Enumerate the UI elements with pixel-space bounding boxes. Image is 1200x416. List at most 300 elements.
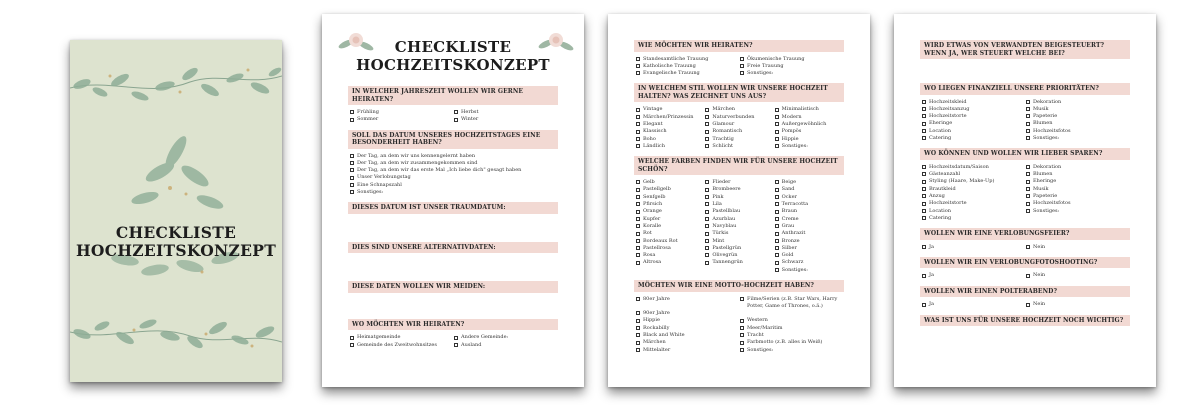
checkbox[interactable] <box>350 336 354 340</box>
checkbox[interactable] <box>636 137 640 141</box>
checklist-option[interactable] <box>636 186 705 193</box>
checkbox[interactable] <box>775 224 779 228</box>
option-label: Gold <box>781 252 794 259</box>
checkbox[interactable] <box>636 333 640 337</box>
checklist-option[interactable] <box>740 317 844 324</box>
checkbox[interactable] <box>1026 194 1030 198</box>
checklist-option[interactable] <box>705 223 774 230</box>
checkbox[interactable] <box>705 202 709 206</box>
checkbox[interactable] <box>740 64 744 68</box>
checklist-option[interactable] <box>350 182 558 189</box>
options-list <box>920 244 1130 251</box>
checkbox[interactable] <box>636 188 640 192</box>
option-label: Märchen <box>712 106 736 113</box>
checkbox[interactable] <box>922 136 926 140</box>
option-label: Ausland <box>461 341 482 348</box>
checklist-option[interactable] <box>775 121 844 128</box>
checkbox[interactable] <box>1026 129 1030 133</box>
options-list <box>634 56 844 78</box>
checkbox[interactable] <box>705 122 709 126</box>
checklist-option[interactable] <box>705 208 774 215</box>
checkbox[interactable] <box>705 217 709 221</box>
checklist-option[interactable] <box>740 56 844 63</box>
checkbox[interactable] <box>775 261 779 265</box>
option-label: Anthrazit <box>781 230 806 237</box>
checklist-option[interactable] <box>740 296 844 311</box>
checkbox[interactable] <box>1026 136 1030 140</box>
checklist-option[interactable] <box>350 342 454 349</box>
checkbox[interactable] <box>705 188 709 192</box>
checklist-option[interactable] <box>740 63 844 70</box>
checklist-option[interactable] <box>705 186 774 193</box>
checkbox[interactable] <box>350 183 354 187</box>
checklist-option[interactable] <box>350 189 558 196</box>
checkbox[interactable] <box>705 130 709 134</box>
option-label: Pastellblau <box>712 208 741 215</box>
options-list <box>920 272 1130 279</box>
checkbox[interactable] <box>350 110 354 114</box>
checklist-option[interactable] <box>922 113 1026 120</box>
checkbox[interactable] <box>454 110 458 114</box>
checkbox[interactable] <box>636 108 640 112</box>
checklist-option[interactable] <box>350 153 558 160</box>
checkbox[interactable] <box>922 202 926 206</box>
checklist-option[interactable] <box>1026 106 1130 113</box>
option-label: Katholische Trauung <box>643 62 696 69</box>
checklist-option[interactable] <box>636 317 740 324</box>
checkbox[interactable] <box>350 190 354 194</box>
checklist-option[interactable] <box>1026 120 1130 127</box>
checklist-option[interactable] <box>1026 200 1130 207</box>
option-label: Rosa <box>643 252 656 259</box>
checklist-option[interactable] <box>705 245 774 252</box>
checklist-option[interactable] <box>636 230 705 237</box>
option-label: Papeterie <box>1033 113 1058 120</box>
option-label: Navyblau <box>712 222 737 229</box>
checklist-option[interactable] <box>775 136 844 143</box>
checklist-option[interactable] <box>705 194 774 201</box>
checklist-option[interactable] <box>350 167 558 174</box>
checklist-option[interactable] <box>1026 128 1130 135</box>
checkbox[interactable] <box>775 108 779 112</box>
checklist-option[interactable] <box>636 245 705 252</box>
checkbox[interactable] <box>350 168 354 172</box>
checkbox[interactable] <box>705 246 709 250</box>
checkbox[interactable] <box>636 202 640 206</box>
checkbox[interactable] <box>705 239 709 243</box>
checklist-option[interactable] <box>636 114 705 121</box>
checklist-option[interactable] <box>775 216 844 223</box>
checklist-option[interactable] <box>705 216 774 223</box>
writing-space[interactable] <box>920 63 1130 83</box>
options-list <box>634 106 844 150</box>
checkbox[interactable] <box>636 319 640 323</box>
checklist-option[interactable] <box>705 128 774 135</box>
option-label: Heimatgemeinde <box>357 334 401 341</box>
checkbox[interactable] <box>636 180 640 184</box>
checklist-option[interactable] <box>350 174 558 181</box>
section-heading: DIES SIND UNSERE ALTERNATIVDATEN: <box>348 242 558 254</box>
checkbox[interactable] <box>740 297 744 301</box>
option-label: Sonstiges: <box>781 142 808 149</box>
checklist-option[interactable] <box>1026 208 1130 215</box>
checklist-option[interactable] <box>922 99 1026 106</box>
checkbox[interactable] <box>922 303 926 307</box>
checklist-option[interactable] <box>740 339 844 346</box>
checkbox[interactable] <box>454 343 458 347</box>
option-label: Dekoration <box>1033 98 1062 105</box>
checkbox[interactable] <box>636 341 640 345</box>
checklist-option[interactable] <box>1026 301 1130 308</box>
writing-space[interactable] <box>348 257 558 281</box>
checklist-option[interactable] <box>775 208 844 215</box>
checkbox[interactable] <box>922 122 926 126</box>
checkbox[interactable] <box>775 115 779 119</box>
checklist-option[interactable] <box>775 238 844 245</box>
checkbox[interactable] <box>350 154 354 158</box>
checkbox[interactable] <box>636 297 640 301</box>
checkbox[interactable] <box>636 253 640 257</box>
checkbox[interactable] <box>922 274 926 278</box>
checklist-option[interactable] <box>1026 164 1130 171</box>
checkbox[interactable] <box>636 210 640 214</box>
checklist-option[interactable] <box>1026 99 1130 106</box>
option-label: Hochzeitsanzug <box>929 105 970 112</box>
checklist-option[interactable] <box>922 178 1026 185</box>
checkbox[interactable] <box>775 188 779 192</box>
checklist-option[interactable] <box>636 179 705 186</box>
checklist-option[interactable] <box>705 114 774 121</box>
checkbox[interactable] <box>740 319 744 323</box>
checklist-option[interactable] <box>775 179 844 186</box>
checklist-option[interactable] <box>1026 171 1130 178</box>
checkbox[interactable] <box>922 187 926 191</box>
option-label: Lila <box>712 201 722 208</box>
option-label: Rockabilly <box>643 324 670 331</box>
option-label: Bronze <box>781 237 800 244</box>
checkbox[interactable] <box>775 122 779 126</box>
checklist-option[interactable] <box>636 128 705 135</box>
checkbox[interactable] <box>740 71 744 75</box>
checkbox[interactable] <box>775 210 779 214</box>
checkbox[interactable] <box>705 232 709 236</box>
checkbox[interactable] <box>636 57 640 61</box>
checklist-option[interactable] <box>636 252 705 259</box>
writing-space[interactable] <box>348 297 558 319</box>
checkbox[interactable] <box>775 137 779 141</box>
checklist-option[interactable] <box>636 238 705 245</box>
foliage-top-illustration <box>70 48 282 128</box>
checklist-option[interactable] <box>350 116 454 123</box>
checkbox[interactable] <box>1026 165 1030 169</box>
checkbox[interactable] <box>705 224 709 228</box>
option-label: Schwarz <box>781 259 804 266</box>
checkbox[interactable] <box>922 100 926 104</box>
checklist-option[interactable] <box>636 208 705 215</box>
option-label: Tracht <box>747 332 764 339</box>
option-label: Sonstiges: <box>747 70 774 77</box>
checkbox[interactable] <box>1026 107 1030 111</box>
checkbox[interactable] <box>636 261 640 265</box>
checkbox[interactable] <box>1026 202 1030 206</box>
checklist-option[interactable] <box>454 116 558 123</box>
checkbox[interactable] <box>1026 209 1030 213</box>
page-title-line1: CHECKLISTE <box>394 38 512 56</box>
option-label: Trachtig <box>712 135 734 142</box>
section-heading: WIE MÖCHTEN WIR HEIRATEN? <box>634 40 844 52</box>
checklist-option[interactable] <box>922 200 1026 207</box>
checklist-option[interactable] <box>705 201 774 208</box>
checklist-option[interactable] <box>775 114 844 121</box>
checkbox[interactable] <box>922 209 926 213</box>
checklist-option[interactable] <box>636 259 705 266</box>
checklist-option[interactable] <box>705 230 774 237</box>
checkbox[interactable] <box>775 268 779 272</box>
checklist-option[interactable] <box>1026 193 1130 200</box>
checklist-option[interactable] <box>636 339 740 346</box>
checkbox[interactable] <box>636 239 640 243</box>
checklist-option[interactable] <box>775 186 844 193</box>
checklist-option[interactable] <box>350 334 454 341</box>
checkbox[interactable] <box>636 311 640 315</box>
checkbox[interactable] <box>1026 303 1030 307</box>
checkbox[interactable] <box>705 210 709 214</box>
option-label: Gästeanzahl <box>929 171 961 178</box>
option-label: Nein <box>1033 272 1046 279</box>
checklist-option[interactable] <box>922 301 1026 308</box>
checklist-option[interactable] <box>636 216 705 223</box>
checkbox[interactable] <box>1026 180 1030 184</box>
checkbox[interactable] <box>922 165 926 169</box>
checkbox[interactable] <box>775 246 779 250</box>
option-label: Gemeinde des Zweitwohnsitzes <box>357 341 437 348</box>
checklist-option[interactable] <box>705 106 774 113</box>
checkbox[interactable] <box>1026 122 1030 126</box>
checklist-option[interactable] <box>922 135 1026 142</box>
option-label: Nein <box>1033 243 1046 250</box>
checklist-option[interactable] <box>636 223 705 230</box>
checkbox[interactable] <box>775 180 779 184</box>
checklist-option[interactable] <box>705 121 774 128</box>
option-label: Freie Trauung <box>747 62 784 69</box>
option-label: Ja <box>929 272 934 279</box>
checkbox[interactable] <box>740 348 744 352</box>
checkbox[interactable] <box>705 115 709 119</box>
section-heading: WELCHE FARBEN FINDEN WIR FÜR UNSERE HOCHZEIT SCHÖN? <box>634 156 844 175</box>
checkbox[interactable] <box>705 108 709 112</box>
checklist-option[interactable] <box>922 186 1026 193</box>
option-label: Pink <box>712 193 724 200</box>
checkbox[interactable] <box>350 161 354 165</box>
option-label: Mint <box>712 237 725 244</box>
checklist-option[interactable] <box>636 143 705 150</box>
checklist-option[interactable] <box>775 106 844 113</box>
checklist-option[interactable] <box>922 272 1026 279</box>
checklist-option[interactable] <box>740 325 844 332</box>
checkbox[interactable] <box>922 216 926 220</box>
checkbox[interactable] <box>775 217 779 221</box>
option-label: Farbmotto (z.B. alles in Weiß) <box>747 339 823 346</box>
checkbox[interactable] <box>454 336 458 340</box>
checkbox[interactable] <box>1026 245 1030 249</box>
checkbox[interactable] <box>1026 100 1030 104</box>
checklist-option[interactable] <box>705 136 774 143</box>
checkbox[interactable] <box>775 195 779 199</box>
checklist-option[interactable] <box>775 267 844 274</box>
checklist-option[interactable] <box>740 347 844 354</box>
checkbox[interactable] <box>636 326 640 330</box>
checkbox[interactable] <box>775 130 779 134</box>
checklist-option[interactable] <box>1026 113 1130 120</box>
checklist-option[interactable] <box>775 230 844 237</box>
section-heading: WOLLEN WIR EIN VERLOBUNGFOTOSHOOTING? <box>920 257 1130 269</box>
option-label: Orange <box>643 208 662 215</box>
option-label: Brautkleid <box>929 185 956 192</box>
checkbox[interactable] <box>775 232 779 236</box>
checkbox[interactable] <box>636 71 640 75</box>
checkbox[interactable] <box>705 253 709 257</box>
checkbox[interactable] <box>350 343 354 347</box>
checkbox[interactable] <box>636 217 640 221</box>
checkbox[interactable] <box>636 246 640 250</box>
checklist-option[interactable] <box>1026 244 1130 251</box>
checklist-option[interactable] <box>636 121 705 128</box>
checkbox[interactable] <box>922 129 926 133</box>
checklist-option[interactable] <box>922 120 1026 127</box>
checkbox[interactable] <box>775 144 779 148</box>
checklist-option[interactable] <box>350 160 558 167</box>
checklist-option[interactable] <box>922 193 1026 200</box>
checklist-option[interactable] <box>1026 186 1130 193</box>
checkbox[interactable] <box>740 326 744 330</box>
checkbox[interactable] <box>636 144 640 148</box>
checkbox[interactable] <box>740 57 744 61</box>
checkbox[interactable] <box>922 114 926 118</box>
checkbox[interactable] <box>922 107 926 111</box>
checklist-option[interactable] <box>636 63 740 70</box>
checkbox[interactable] <box>775 202 779 206</box>
options-list <box>348 334 558 349</box>
checkbox[interactable] <box>636 348 640 352</box>
checkbox[interactable] <box>636 64 640 68</box>
checkbox[interactable] <box>922 194 926 198</box>
checkbox[interactable] <box>350 176 354 180</box>
checklist-option[interactable] <box>775 245 844 252</box>
option-label: Location <box>929 207 951 214</box>
checkbox[interactable] <box>705 180 709 184</box>
checklist-option[interactable] <box>350 109 454 116</box>
checklist-option[interactable] <box>922 215 1026 222</box>
checklist-option[interactable] <box>922 208 1026 215</box>
checklist-option[interactable] <box>705 252 774 259</box>
checklist-option[interactable] <box>922 244 1026 251</box>
checkbox[interactable] <box>775 239 779 243</box>
checklist-option[interactable] <box>636 136 705 143</box>
checkbox[interactable] <box>636 232 640 236</box>
checklist-option[interactable] <box>740 70 844 77</box>
checkbox[interactable] <box>636 115 640 119</box>
option-label: Pastellgelb <box>643 186 671 193</box>
checkbox[interactable] <box>922 180 926 184</box>
checkbox[interactable] <box>705 261 709 265</box>
section-heading: WIRD ETWAS VON VERWANDTEN BEIGESTEUERT? WENN JA, WER STEUERT WELCHE BEI? <box>920 40 1130 59</box>
option-label: Nein <box>1033 301 1046 308</box>
checkbox[interactable] <box>705 137 709 141</box>
checkbox[interactable] <box>454 118 458 122</box>
checkbox[interactable] <box>1026 187 1030 191</box>
checkbox[interactable] <box>1026 172 1030 176</box>
checklist-option[interactable] <box>454 334 558 341</box>
checkbox[interactable] <box>775 253 779 257</box>
checkbox[interactable] <box>740 341 744 345</box>
checklist-option[interactable] <box>636 201 705 208</box>
checklist-option[interactable] <box>636 106 705 113</box>
checkbox[interactable] <box>636 122 640 126</box>
checkbox[interactable] <box>636 224 640 228</box>
checklist-option[interactable] <box>775 194 844 201</box>
checklist-option[interactable] <box>454 342 558 349</box>
checklist-option[interactable] <box>454 109 558 116</box>
checklist-option[interactable] <box>705 238 774 245</box>
checklist-option[interactable] <box>636 347 740 354</box>
checkbox[interactable] <box>705 144 709 148</box>
checkbox[interactable] <box>1026 114 1030 118</box>
checklist-option[interactable] <box>922 164 1026 171</box>
option-label: Hochzeitskleid <box>929 98 967 105</box>
checkbox[interactable] <box>636 130 640 134</box>
writing-space[interactable] <box>920 330 1130 340</box>
checklist-option[interactable] <box>705 143 774 150</box>
writing-space[interactable] <box>348 218 558 242</box>
checklist-option[interactable] <box>636 296 740 311</box>
option-label: Altrosa <box>643 259 662 266</box>
checklist-option[interactable] <box>636 325 740 332</box>
option-label: Herbst <box>461 109 479 115</box>
checklist-option[interactable] <box>705 259 774 266</box>
checklist-option[interactable] <box>636 70 740 77</box>
option-label: Hochzeitsfotos <box>1033 127 1071 134</box>
checklist-option[interactable] <box>1026 272 1130 279</box>
checklist-option[interactable] <box>636 194 705 201</box>
checklist-option[interactable] <box>1026 178 1130 185</box>
options-list <box>634 179 844 274</box>
checklist-option[interactable] <box>775 143 844 150</box>
option-label: Hochzeitstorte <box>929 200 967 207</box>
section-heading: DIESES DATUM IST UNSER TRAUMDATUM: <box>348 202 558 214</box>
checklist-option[interactable] <box>775 223 844 230</box>
checklist-option[interactable] <box>1026 135 1130 142</box>
checklist-option[interactable] <box>922 128 1026 135</box>
checkbox[interactable] <box>1026 274 1030 278</box>
checklist-option[interactable] <box>636 332 740 339</box>
checklist-option[interactable] <box>705 179 774 186</box>
checkbox[interactable] <box>350 118 354 122</box>
checklist-option[interactable] <box>775 201 844 208</box>
checklist-option[interactable] <box>636 310 740 317</box>
option-label: Eheringe <box>929 120 953 127</box>
checkbox[interactable] <box>636 195 640 199</box>
checkbox[interactable] <box>922 245 926 249</box>
checkbox[interactable] <box>922 172 926 176</box>
checkbox[interactable] <box>705 195 709 199</box>
checklist-option[interactable] <box>922 106 1026 113</box>
checkbox[interactable] <box>740 333 744 337</box>
option-label: Senfgelb <box>643 193 666 200</box>
checklist-option[interactable] <box>775 259 844 266</box>
checklist-option[interactable] <box>775 252 844 259</box>
checklist-option[interactable] <box>775 128 844 135</box>
checklist-option[interactable] <box>636 56 740 63</box>
